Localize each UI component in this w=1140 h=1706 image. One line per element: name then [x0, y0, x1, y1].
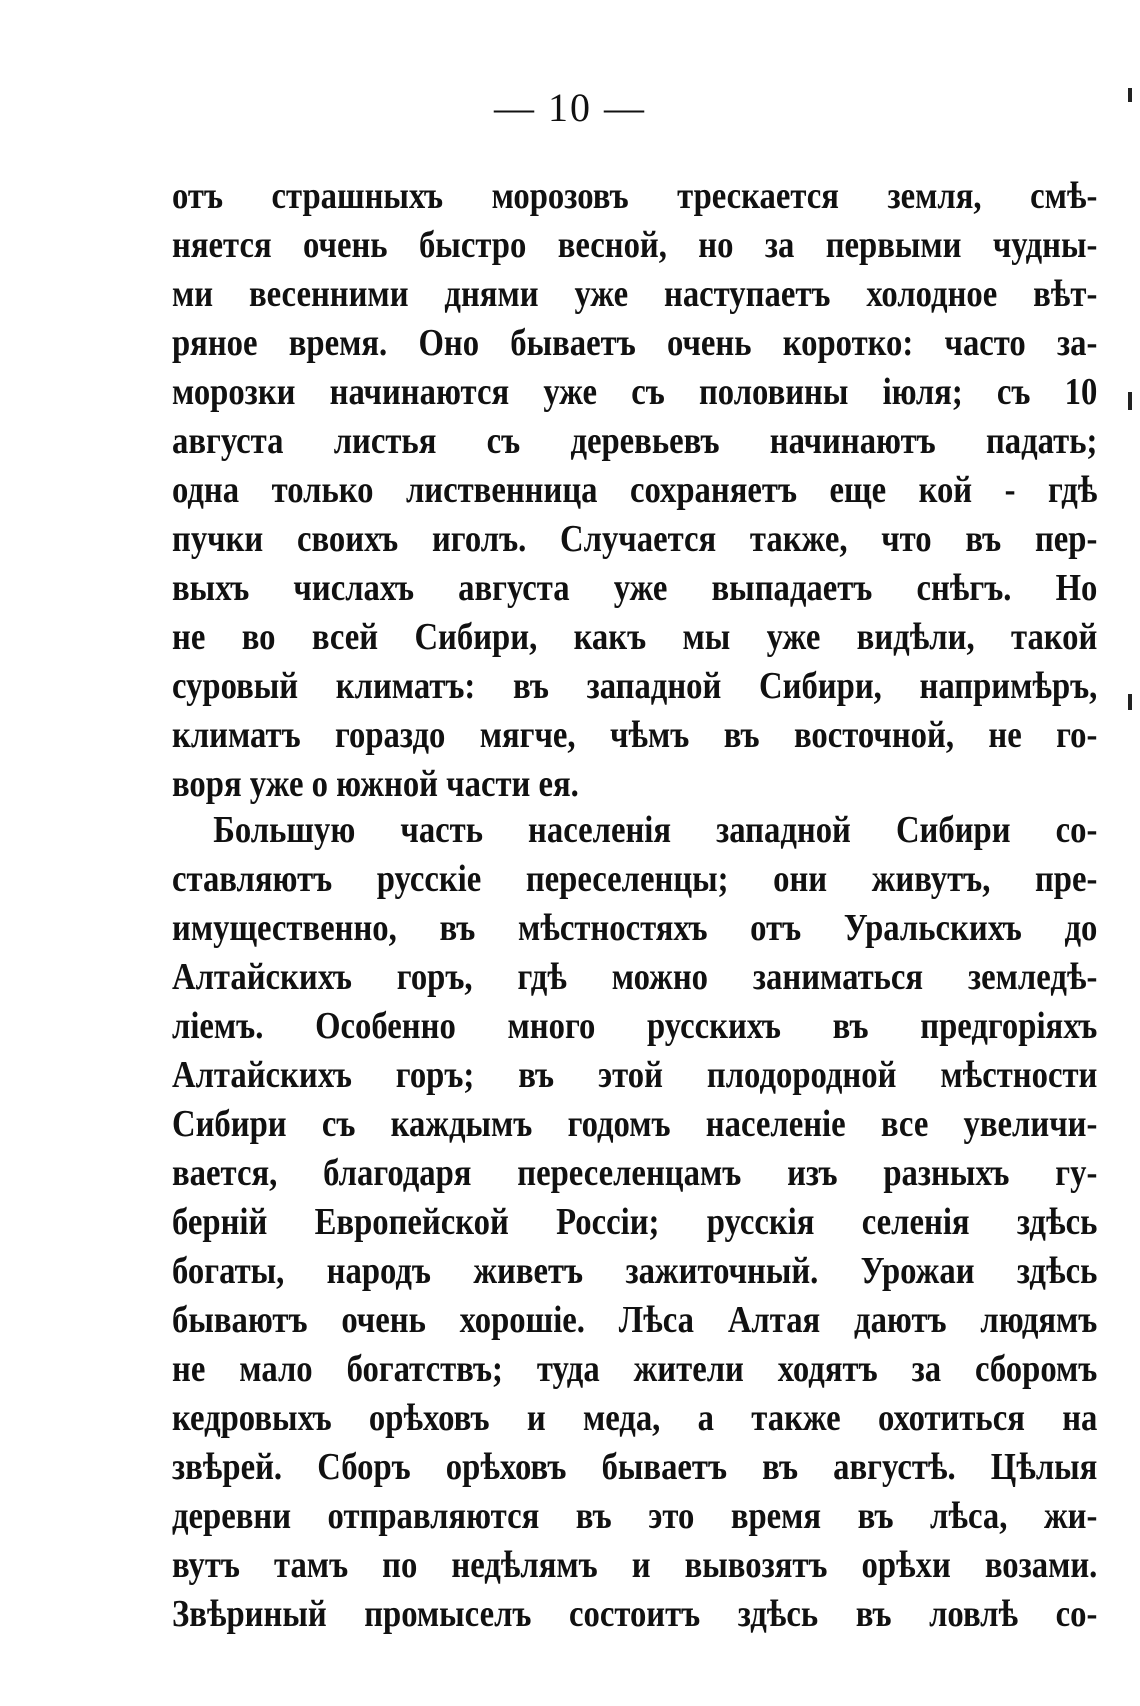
text-line: кедровыхъ орѣховъ и меда, а также охотиться на	[172, 1397, 1098, 1439]
text-line: морозки начинаются уже съ половины іюля; съ 10	[172, 371, 1098, 413]
edge-mark	[1128, 88, 1132, 102]
text-line: суровый климатъ: въ западной Сибири, напримѣръ,	[172, 665, 1098, 707]
edge-mark	[1128, 694, 1132, 710]
text-line: Алтайскихъ горъ; въ этой плодородной мѣстности	[172, 1054, 1098, 1096]
text-line: одна только лиственница сохраняетъ еще кой - гдѣ	[172, 469, 1098, 511]
text-line: няется очень быстро весной, но за первыми чудны-	[172, 224, 1098, 266]
text-line: бываютъ очень хорошіе. Лѣса Алтая даютъ людямъ	[172, 1299, 1098, 1341]
text-line: климатъ гораздо мягче, чѣмъ въ восточной, не го-	[172, 714, 1098, 756]
text-line: деревни отправляются въ это время въ лѣса, жи-	[172, 1495, 1098, 1537]
text-line: пучки своихъ иголъ. Случается также, что въ пер-	[172, 518, 1098, 560]
text-line: отъ страшныхъ морозовъ трескается земля, смѣ-	[172, 175, 1098, 217]
paragraph-2	[172, 806, 1097, 1639]
text-line: Большую часть населенія западной Сибири со-	[213, 809, 1098, 851]
page-edge-marks	[1122, 0, 1134, 1706]
text-line: звѣрей. Сборъ орѣховъ бываетъ въ августѣ. Цѣлыя	[172, 1446, 1098, 1488]
text-line: августа листья съ деревьевъ начинаютъ падать;	[172, 420, 1098, 462]
text-line: ряное время. Оно бываетъ очень коротко: часто за-	[172, 322, 1098, 364]
text-line: ліемъ. Особенно много русскихъ въ предгоріяхъ	[172, 1005, 1098, 1047]
text-line: Звѣриный промыселъ состоитъ здѣсь въ ловлѣ со-	[172, 1593, 1098, 1635]
text-line: выхъ числахъ августа уже выпадаетъ снѣгъ. Но	[172, 567, 1098, 609]
paragraph-1	[172, 172, 1097, 809]
text-line: берній Европейской Россіи; русскія селенія здѣсь	[172, 1201, 1098, 1243]
text-line: ставляютъ русскіе переселенцы; они живутъ, пре-	[172, 858, 1098, 900]
edge-mark	[1128, 392, 1132, 410]
text-line: вается, благодаря переселенцамъ изъ разныхъ гу-	[172, 1152, 1098, 1194]
text-line: не во всей Сибири, какъ мы уже видѣли, такой	[172, 616, 1098, 658]
page-number: — 10 —	[494, 85, 646, 130]
text-line: вутъ тамъ по недѣлямъ и вывозятъ орѣхи возами.	[172, 1544, 1098, 1586]
text-line: имущественно, въ мѣстностяхъ отъ Уральскихъ до	[172, 907, 1098, 949]
text-line: Сибири съ каждымъ годомъ населеніе все увеличи-	[172, 1103, 1098, 1145]
text-line: богаты, народъ живетъ зажиточный. Урожаи здѣсь	[172, 1250, 1098, 1292]
text-line: ми весенними днями уже наступаетъ холодное вѣт-	[172, 273, 1098, 315]
text-line: не мало богатствъ; туда жители ходятъ за сборомъ	[172, 1348, 1098, 1390]
text-line: воря уже о южной части ея.	[172, 763, 579, 805]
text-line: Алтайскихъ горъ, гдѣ можно заниматься земледѣ-	[172, 956, 1098, 998]
